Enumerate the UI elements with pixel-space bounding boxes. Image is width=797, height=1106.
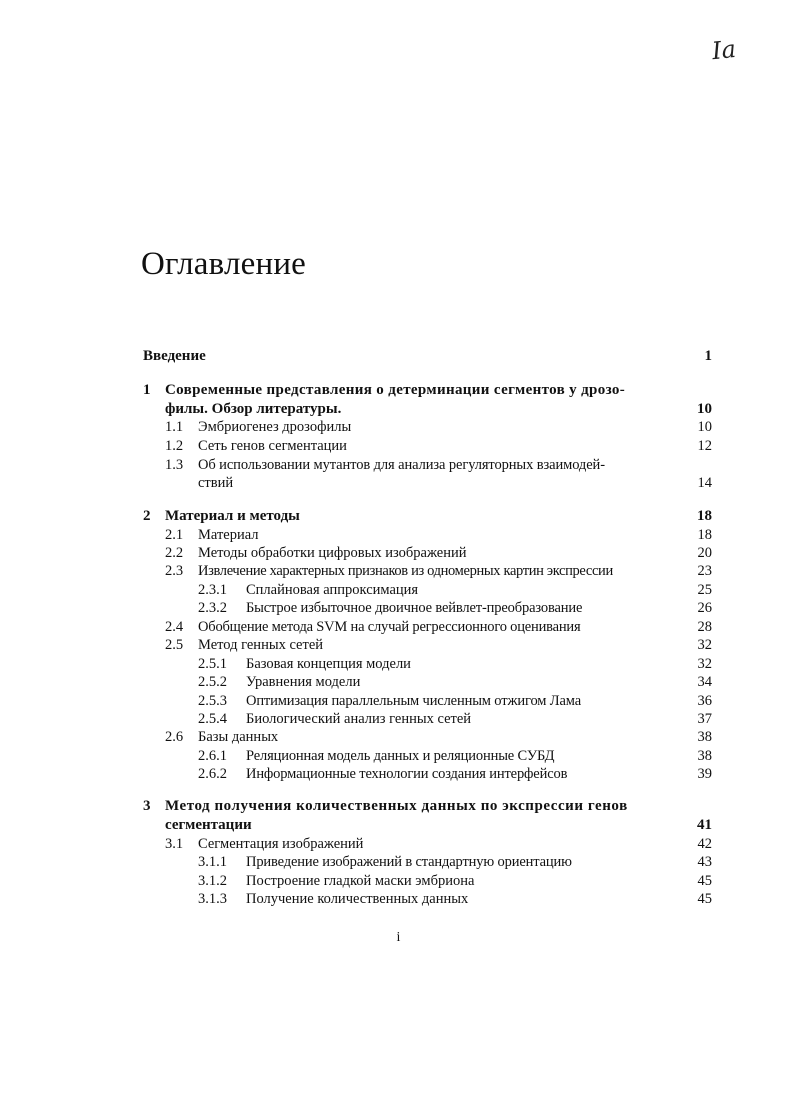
toc-chapter-3[interactable] — [0, 796, 797, 816]
toc-section-3-1[interactable] — [0, 834, 797, 854]
toc-title: ствий — [198, 475, 234, 491]
toc-number: 2.1 — [165, 527, 184, 543]
toc-number: 2.5.2 — [198, 674, 227, 690]
toc-title: Реляционная модель данных и реляционные СУБД — [246, 748, 555, 764]
toc-leader — [636, 598, 680, 618]
toc-title: Введение — [143, 348, 206, 364]
toc-section-2-5[interactable] — [0, 635, 797, 655]
toc-leader — [275, 525, 680, 545]
toc-leader — [305, 727, 680, 747]
toc-title: Материал — [198, 527, 259, 543]
toc-title: филы. Обзор литературы. — [165, 401, 342, 417]
toc-subsection-3-1-3[interactable] — [0, 889, 797, 909]
handwritten-note: Іа — [710, 34, 738, 66]
toc-title: Сеть генов сегментации — [198, 438, 347, 454]
toc-number: 2 — [143, 508, 151, 524]
toc-number: 2.5.1 — [198, 656, 227, 672]
toc-subsection-3-1-1[interactable] — [0, 852, 797, 872]
toc-title: Построение гладкой маски эмбриона — [246, 873, 475, 889]
toc-number: 3 — [143, 798, 151, 814]
toc-number: 3.1 — [165, 836, 184, 852]
toc-number: 1.3 — [165, 457, 184, 473]
toc-number: 2.6.1 — [198, 748, 227, 764]
toc-title: Метод генных сетей — [198, 637, 324, 653]
toc-page: 38 — [697, 748, 712, 764]
toc-title: Извлечение характерных признаков из одномерных картин экспрессии — [198, 563, 613, 579]
toc-page: 45 — [697, 873, 712, 889]
page-number: i — [396, 930, 401, 945]
toc-number: 2.3.2 — [198, 600, 227, 616]
toc-title: Метод получения количественных данных по экспрессии генов — [165, 798, 628, 814]
toc-title: Материал и методы — [165, 508, 300, 524]
toc-number: 2.5 — [165, 637, 184, 653]
toc-leader — [380, 417, 680, 437]
toc-chapter-1[interactable] — [0, 380, 797, 400]
toc-title: Информационные технологии создания интерфейсов — [246, 766, 568, 782]
toc-section-2-1[interactable] — [0, 525, 797, 545]
toc-section-2-6[interactable] — [0, 727, 797, 747]
toc-leader — [455, 580, 680, 600]
toc-number: 3.1.2 — [198, 873, 227, 889]
toc-title: Обобщение метода SVM на случай регрессионного оценивания — [198, 619, 581, 635]
toc-title: Современные представления о детерминации сегментов у дрозо- — [165, 382, 626, 398]
toc-page: 26 — [697, 600, 712, 616]
toc-title: Приведение изображений в стандартную ориентацию — [246, 854, 572, 870]
toc-page: 14 — [697, 475, 712, 491]
toc-subsection-2-5-1[interactable] — [0, 654, 797, 674]
toc-subsection-2-6-2[interactable] — [0, 764, 797, 784]
toc-subsection-2-5-3[interactable] — [0, 691, 797, 711]
toc-leader — [510, 871, 680, 891]
toc-page: 12 — [697, 438, 712, 454]
toc-page: 28 — [697, 619, 712, 635]
page-title: Оглавление — [141, 246, 307, 282]
toc-section-1-1[interactable] — [0, 417, 797, 437]
toc-leader — [626, 764, 680, 784]
toc-page: 45 — [697, 891, 712, 907]
toc-number: 1 — [143, 382, 151, 398]
toc-title: Получение количественных данных — [246, 891, 469, 907]
toc-number: 2.5.4 — [198, 711, 227, 727]
toc-chapter-1-cont[interactable] — [0, 399, 797, 419]
toc-page: 43 — [697, 854, 712, 870]
toc-leader — [525, 709, 680, 729]
toc-title: Сегментация изображений — [198, 836, 364, 852]
toc-page: 34 — [697, 674, 712, 690]
toc-page: 10 — [697, 401, 712, 417]
toc-leader — [330, 635, 680, 655]
toc-subsection-2-5-2[interactable] — [0, 672, 797, 692]
toc-section-2-4[interactable] — [0, 617, 797, 637]
toc-section-1-3[interactable] — [0, 455, 797, 475]
toc-page: 1 — [704, 348, 712, 364]
toc-number: 2.4 — [165, 619, 184, 635]
toc-page: 10 — [697, 419, 712, 435]
toc-number: 3.1.1 — [198, 854, 227, 870]
toc-leader — [515, 543, 680, 563]
toc-page: 20 — [697, 545, 712, 561]
toc-leader — [440, 654, 680, 674]
toc-section-2-2[interactable] — [0, 543, 797, 563]
toc-number: 2.2 — [165, 545, 184, 561]
toc-leader — [370, 436, 680, 456]
toc-section-2-3[interactable] — [0, 561, 797, 581]
toc-number: 2.6 — [165, 729, 184, 745]
toc-number: 3.1.3 — [198, 891, 227, 907]
toc-title: Базовая концепция модели — [246, 656, 411, 672]
toc-subsection-2-5-4[interactable] — [0, 709, 797, 729]
toc-page: 18 — [697, 508, 712, 524]
toc-number: 2.3.1 — [198, 582, 227, 598]
toc-page: 42 — [697, 836, 712, 852]
toc-title: Быстрое избыточное двоичное вейвлет-преобразование — [246, 600, 583, 616]
toc-page: 38 — [697, 729, 712, 745]
toc-chapter-3-cont[interactable] — [0, 815, 797, 835]
toc-title: Базы данных — [198, 729, 279, 745]
toc-page: 37 — [697, 711, 712, 727]
toc-leader — [400, 834, 680, 854]
toc-chapter-2[interactable] — [0, 506, 797, 526]
toc-subsection-2-6-1[interactable] — [0, 746, 797, 766]
toc-page: 39 — [697, 766, 712, 782]
toc-page: 41 — [697, 817, 712, 833]
toc-number: 1.1 — [165, 419, 184, 435]
toc-section-1-3-cont[interactable] — [0, 473, 797, 493]
toc-leader — [650, 691, 680, 711]
toc-leader — [385, 672, 680, 692]
toc-title: Эмбриогенез дрозофилы — [198, 419, 352, 435]
toc-leader — [500, 889, 680, 909]
toc-page: 32 — [697, 637, 712, 653]
toc-entry-introduction[interactable] — [0, 346, 797, 366]
toc-page: 36 — [697, 693, 712, 709]
toc-number: 2.6.2 — [198, 766, 227, 782]
toc-leader — [622, 746, 680, 766]
toc-subsection-2-3-1[interactable] — [0, 580, 797, 600]
toc-page: 25 — [697, 582, 712, 598]
toc-leader — [250, 473, 680, 493]
toc-page: 32 — [697, 656, 712, 672]
toc-subsection-3-1-2[interactable] — [0, 871, 797, 891]
toc-number: 1.2 — [165, 438, 184, 454]
toc-section-1-2[interactable] — [0, 436, 797, 456]
toc-leader — [635, 852, 680, 872]
toc-title: сегментации — [165, 817, 252, 833]
toc-page: 23 — [697, 563, 712, 579]
toc-title: Об использовании мутантов для анализа регуляторных взаимодей- — [198, 457, 605, 473]
toc-title: Методы обработки цифровых изображений — [198, 545, 467, 561]
toc-title: Сплайновая аппроксимация — [246, 582, 419, 598]
toc-number: 2.3 — [165, 563, 184, 579]
toc-title: Оптимизация параллельным численным отжигом Лама — [246, 693, 581, 709]
toc-title: Уравнения модели — [246, 674, 361, 690]
toc-page: 18 — [697, 527, 712, 543]
toc-title: Биологический анализ генных сетей — [246, 711, 472, 727]
toc-leader — [645, 617, 680, 637]
toc-subsection-2-3-2[interactable] — [0, 598, 797, 618]
toc-number: 2.5.3 — [198, 693, 227, 709]
